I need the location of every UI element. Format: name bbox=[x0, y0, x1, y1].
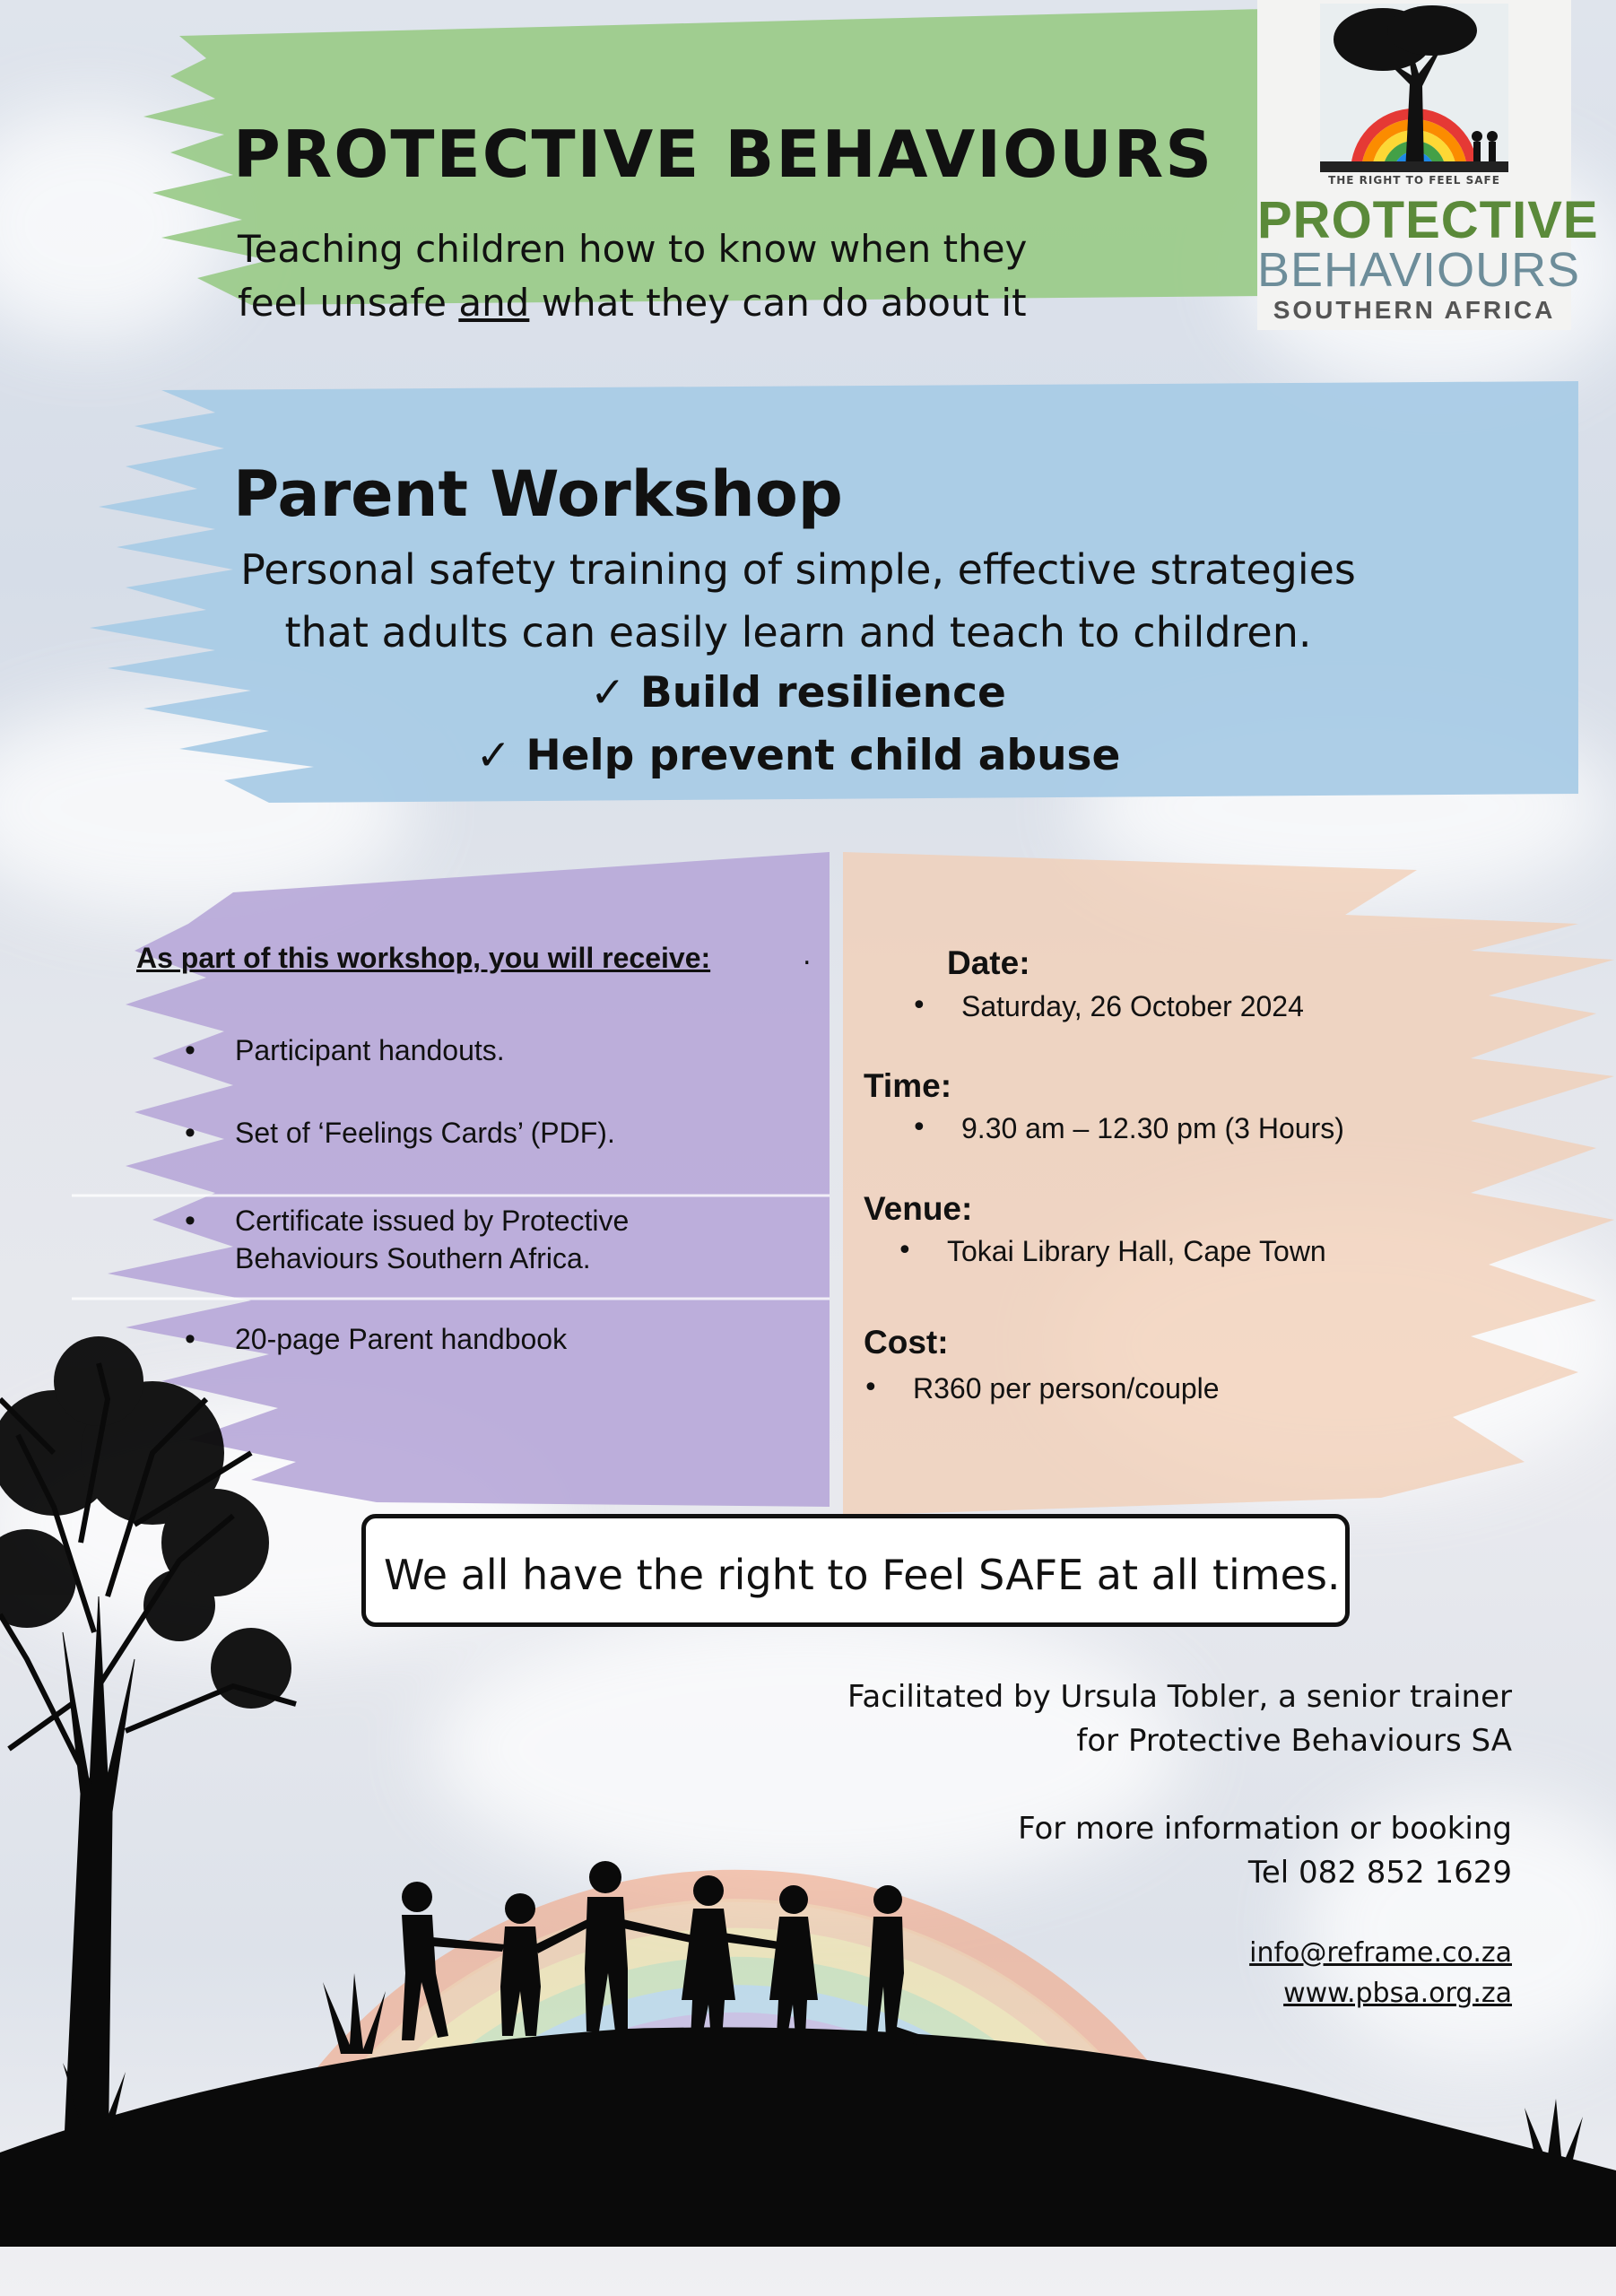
logo-line-1: PROTECTIVE bbox=[1257, 191, 1599, 249]
subtitle-line-1: Teaching children how to know when they bbox=[238, 227, 1028, 271]
facilitator-line-1: Facilitated by Ursula Tobler, a senior trainer bbox=[847, 1679, 1512, 1715]
logo-tagline: THE RIGHT TO FEEL SAFE bbox=[1328, 174, 1500, 187]
date-bullet: • bbox=[911, 990, 927, 1022]
benefit-resilience: ✓ Build resilience bbox=[590, 668, 1006, 718]
subtitle-emphasis: and bbox=[458, 281, 530, 325]
date-label: Date: bbox=[947, 944, 1030, 981]
time-label: Time: bbox=[864, 1067, 952, 1104]
workshop-desc-line-1: Personal safety training of simple, effective strategies bbox=[240, 545, 1356, 594]
date-value: Saturday, 26 October 2024 bbox=[961, 990, 1304, 1022]
facilitator-line-2: for Protective Behaviours SA bbox=[1076, 1723, 1512, 1759]
subtitle-line-2-post: what they can do about it bbox=[529, 281, 1027, 325]
decorative-dot: . bbox=[803, 940, 812, 971]
venue-label: Venue: bbox=[864, 1190, 973, 1227]
venue-bullet: • bbox=[897, 1235, 913, 1266]
tree-silhouette-icon bbox=[0, 1336, 296, 2179]
email-link[interactable]: info@reframe.co.za bbox=[1249, 1937, 1512, 1969]
logo-line-2: BEHAVIOURS bbox=[1257, 243, 1581, 297]
booking-line: For more information or booking bbox=[1018, 1811, 1512, 1847]
subtitle-line-2-pre: feel unsafe bbox=[238, 281, 459, 325]
phone-number: Tel 082 852 1629 bbox=[1247, 1855, 1512, 1891]
website-link[interactable]: www.pbsa.org.za bbox=[1283, 1978, 1512, 2009]
receive-item-certificate: • Certificate issued by Protective Behaviours Southern Africa. bbox=[179, 1202, 682, 1277]
venue-value: Tokai Library Hall, Cape Town bbox=[947, 1235, 1326, 1267]
motto-text: We all have the right to Feel SAFE at all times. bbox=[384, 1551, 1341, 1599]
cost-label: Cost: bbox=[864, 1324, 949, 1361]
workshop-desc-line-2: that adults can easily learn and teach to children. bbox=[284, 608, 1312, 657]
workshop-title: Parent Workshop bbox=[233, 457, 843, 531]
booking-info bbox=[1018, 1807, 1512, 1895]
time-value: 9.30 am – 12.30 pm (3 Hours) bbox=[961, 1112, 1344, 1144]
facilitator-info bbox=[847, 1675, 1512, 1763]
cost-bullet: • bbox=[863, 1372, 879, 1404]
receive-heading: As part of this workshop, you will receive: bbox=[136, 942, 711, 974]
benefit-prevent-abuse: ✓ Help prevent child abuse bbox=[475, 731, 1121, 780]
motto-box bbox=[361, 1514, 1350, 1627]
receive-item-feelings-cards: • Set of ‘Feelings Cards’ (PDF). bbox=[179, 1114, 682, 1152]
page-title: PROTECTIVE BEHAVIOURS bbox=[233, 117, 1214, 192]
time-bullet: • bbox=[911, 1112, 927, 1144]
logo-line-3: SOUTHERN AFRICA bbox=[1273, 296, 1556, 324]
receive-item-handbook: • 20-page Parent handbook bbox=[179, 1320, 682, 1358]
receive-item-handouts: • Participant handouts. bbox=[179, 1031, 682, 1069]
cost-value: R360 per person/couple bbox=[913, 1372, 1220, 1405]
